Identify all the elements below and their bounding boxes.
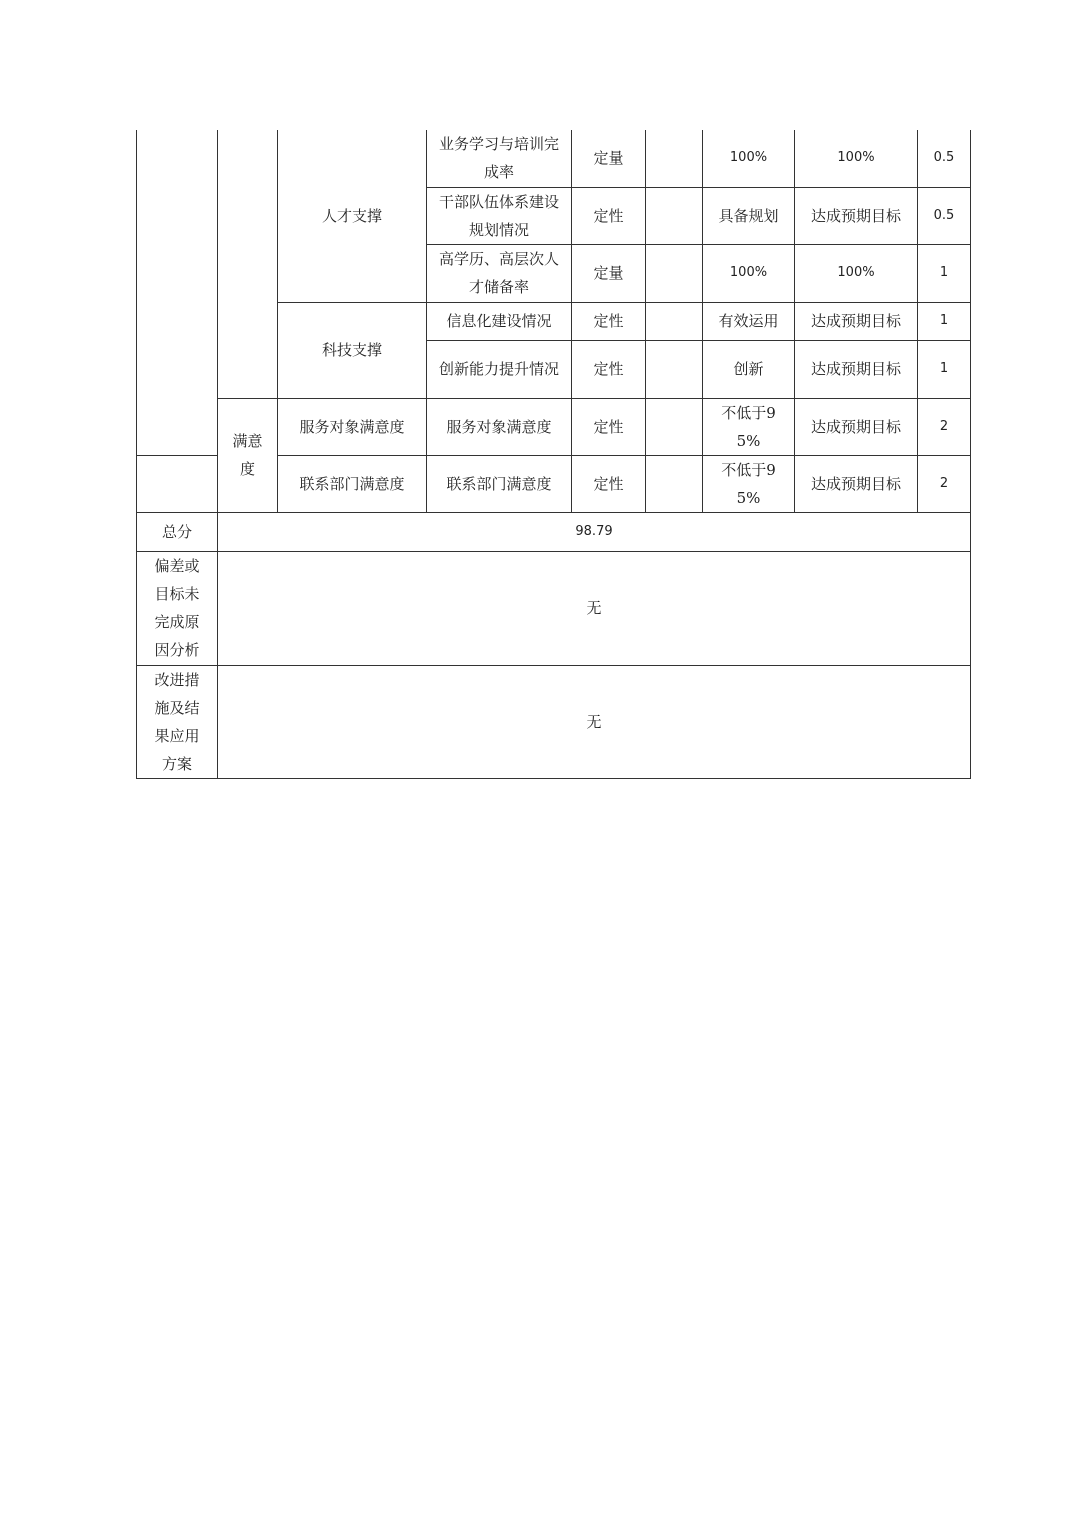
indicator-cell: 创新能力提升情况 <box>427 340 572 398</box>
weight-cell <box>646 302 703 340</box>
secondary-indicator-cell: 联系部门满意度 <box>278 455 427 512</box>
indicator-cell: 服务对象满意度 <box>427 398 572 455</box>
target-value-cell: 100% <box>703 130 795 187</box>
actual-value-cell: 达成预期目标 <box>795 398 918 455</box>
actual-value-cell: 100% <box>795 130 918 187</box>
deviation-analysis-row <box>137 551 971 665</box>
score-cell: 1 <box>918 340 971 398</box>
total-score-row <box>137 512 971 551</box>
total-score-value: 98.79 <box>218 512 971 551</box>
table-row <box>137 130 971 187</box>
score-cell: 0.5 <box>918 187 971 244</box>
category-cell-empty <box>137 455 218 512</box>
weight-cell <box>646 340 703 398</box>
actual-value-cell: 达成预期目标 <box>795 302 918 340</box>
table-row <box>137 398 971 455</box>
deviation-analysis-label: 偏差或目标未完成原因分析 <box>137 551 218 665</box>
indicator-cell: 业务学习与培训完成率 <box>427 130 572 187</box>
secondary-indicator-cell: 人才支撑 <box>278 130 427 302</box>
weight-cell <box>646 455 703 512</box>
indicator-type-cell: 定性 <box>572 455 646 512</box>
indicator-type-cell: 定性 <box>572 187 646 244</box>
indicator-type-cell: 定性 <box>572 340 646 398</box>
score-cell: 0.5 <box>918 130 971 187</box>
target-value-cell: 创新 <box>703 340 795 398</box>
weight-cell <box>646 187 703 244</box>
indicator-type-cell: 定性 <box>572 398 646 455</box>
indicator-cell: 高学历、高层次人才储备率 <box>427 244 572 302</box>
score-cell: 1 <box>918 302 971 340</box>
actual-value-cell: 100% <box>795 244 918 302</box>
improvement-measures-row <box>137 665 971 778</box>
score-cell: 1 <box>918 244 971 302</box>
target-value-cell: 100% <box>703 244 795 302</box>
indicator-cell: 干部队伍体系建设规划情况 <box>427 187 572 244</box>
category-cell-empty <box>137 130 218 455</box>
weight-cell <box>646 130 703 187</box>
actual-value-cell: 达成预期目标 <box>795 340 918 398</box>
performance-evaluation-table <box>136 130 971 779</box>
target-value-cell: 不低于95% <box>703 455 795 512</box>
secondary-indicator-cell: 科技支撑 <box>278 302 427 398</box>
total-score-label: 总分 <box>137 512 218 551</box>
weight-cell <box>646 244 703 302</box>
deviation-analysis-value: 无 <box>218 551 971 665</box>
score-cell: 2 <box>918 455 971 512</box>
indicator-type-cell: 定量 <box>572 130 646 187</box>
indicator-cell: 联系部门满意度 <box>427 455 572 512</box>
target-value-cell: 具备规划 <box>703 187 795 244</box>
target-value-cell: 不低于95% <box>703 398 795 455</box>
weight-cell <box>646 398 703 455</box>
primary-indicator-cell: 满意度 <box>218 398 278 512</box>
improvement-measures-value: 无 <box>218 665 971 778</box>
improvement-measures-label: 改进措施及结果应用方案 <box>137 665 218 778</box>
indicator-type-cell: 定性 <box>572 302 646 340</box>
actual-value-cell: 达成预期目标 <box>795 455 918 512</box>
score-cell: 2 <box>918 398 971 455</box>
target-value-cell: 有效运用 <box>703 302 795 340</box>
actual-value-cell: 达成预期目标 <box>795 187 918 244</box>
primary-indicator-cell-empty <box>218 130 278 398</box>
indicator-cell: 信息化建设情况 <box>427 302 572 340</box>
secondary-indicator-cell: 服务对象满意度 <box>278 398 427 455</box>
indicator-type-cell: 定量 <box>572 244 646 302</box>
